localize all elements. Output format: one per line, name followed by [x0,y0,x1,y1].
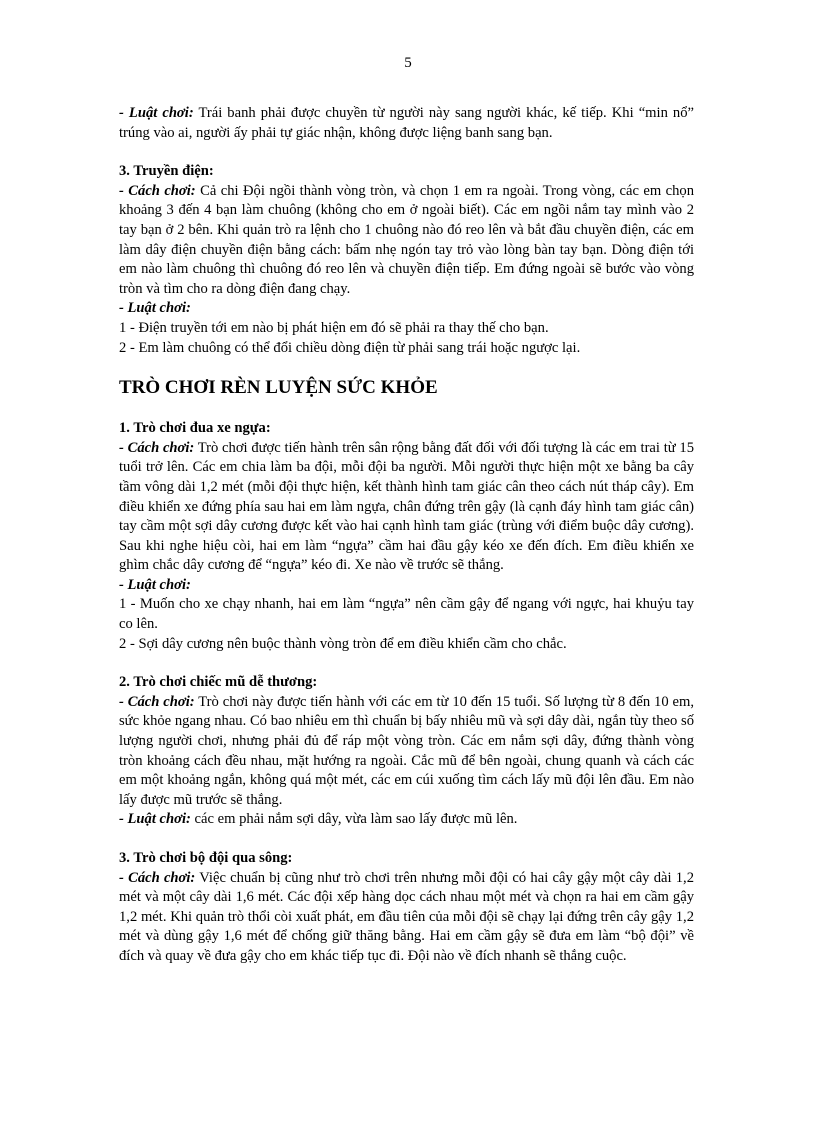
rule-item: 1 - Muốn cho xe chạy nhanh, hai em làm “ngựa” nên cầm gậy để ngang với ngực, hai khuỷu tay co lên. [119,596,694,633]
how-to-play [119,439,694,576]
section-heading: 3. Truyền điện: [119,163,214,180]
how-to-play [119,182,694,300]
rule-paragraph [119,104,694,143]
rule-item: 2 - Sợi dây cương nên buộc thành vòng tròn để em điều khiển cầm cho chắc. [119,635,567,652]
section-heading: 3. Trò chơi bộ đội qua sông: [119,850,293,866]
rule-label: - Luật chơi: [119,811,191,828]
how-label: - Cách chơi: [119,182,196,199]
how-to-play [119,869,694,967]
rule-text: Trái banh phải được chuyền từ người này sang người khác, kế tiếp. Khi “min nổ” trúng vào ai, người ấy phải tự giác nhận, không được liệng banh sang bạn. [119,105,694,141]
page-number: 5 [404,55,412,71]
game-dua-xe-ngua [119,419,694,654]
rule-item: 1 - Điện truyền tới em nào bị phát hiện em đó sẽ phải ra thay thế cho bạn. [119,319,549,336]
section-heading: 1. Trò chơi đua xe ngựa: [119,420,271,437]
rule-label: - Luật chơi: [119,300,191,317]
rule-text: các em phải nắm sợi dây, vừa làm sao lấy được mũ lên. [190,811,518,828]
chapter-title: TRÒ CHƠI RÈN LUYỆN SỨC KHỎE [119,377,438,399]
how-text: Trò chơi này được tiến hành với các em từ 10 đến 15 tuổi. Số lượng từ 8 đến 10 em, sức khỏe ngang nhau. Có bao nhiêu em thì chuẩn bị bấy nhiêu mũ và sợi dây dài, ngắn tùy theo số lượng người chơi, nhưng phải đủ để ráp một vòng tròn. Các em nắm sợi dây, đứng thành vòng tròn khoảng cách đều nhau, mặt hướng ra ngoài. Cắc mũ để bên ngoài, chung quanh và cách các em một khoảng ngắn, không quá một mét, các em cúi xuống tìm cách lấy mũ đội lên đầu. Em nào lấy được mũ trước sẽ thắng. [119,693,694,808]
how-to-play [119,693,694,811]
rule-label: - Luật chơi: [119,576,191,593]
rule-paragraph [119,810,694,830]
section-heading: 2. Trò chơi chiếc mũ dễ thương: [119,674,318,691]
game-bo-doi-qua-song [119,849,694,967]
how-text: Việc chuẩn bị cũng như trò chơi trên nhưng mỗi đội có hai cây gậy một cây dài 1,2 mét và một cây dài 1,6 mét. Các đội xếp hàng dọc cách nhau một mét và chọn ra hai em cầm gậy 1,2 mét. Khi quản trò thổi còi xuất phát, em đầu tiên của mỗi đội sẽ chạy lại đứng trên cây gậy 1,2 mét và dùng gậy 1,6 mét để chống giữ thăng bằng. Hai em cầm gậy sẽ đưa em làm “bộ đội” về đích và quay về đưa gậy cho em khác tiếp tục đi. Đội nào về đích nhanh sẽ thắng cuộc. [119,869,694,964]
how-text: Trò chơi được tiến hành trên sân rộng bằng đất đối với đối tượng là các em trai từ 15 tuổi trở lên. Các em chia làm ba đội, mỗi đội ba người. Mỗi người thực hiện một xe bằng ba cây tầm vông dài 1,2 mét (mỗi đội thực hiện, kết thành hình tam giác cân theo cách nút tháp cây). Em điều khiển xe đứng phía sau hai em làm ngựa, chân đứng trên gậy (là cạnh đáy hình tam giác cân) tay cầm một sợi dây cương được kết vào hai cạnh hình tam giác (trùng với điểm buộc dây cương). Sau khi nghe hiệu còi, hai em làm “ngựa” cầm hai đầu gậy kéo xe đến đích. Em điều khiển xe ghìm chắc dây cương để “ngựa” kéo đi. Xe nào về trước sẽ thắng. [119,439,694,574]
rule-heading [119,299,694,319]
how-label: - Cách chơi: [119,869,196,886]
document-body [119,104,694,967]
how-label: - Cách chơi: [119,693,195,710]
game-chiec-mu [119,673,694,830]
how-label: - Cách chơi: [119,439,195,456]
game-truyen-dien [119,162,694,358]
rule-item: 2 - Em làm chuông có thể đổi chiều dòng điện từ phải sang trái hoặc ngược lại. [119,339,581,356]
how-text: Cả chi Đội ngồi thành vòng tròn, và chọn 1 em ra ngoài. Trong vòng, các em chọn khoảng 3 đến 4 bạn làm chuông (không cho em ở ngoài biết). Các em ngồi nắm tay mình vào 2 tay bạn ở 2 bên. Khi quản trò ra lệnh cho 1 chuông nào đó reo lên và bắt đầu chuyền điện, các em làm dây điện chuyền điện bằng cách: bấm nhẹ ngón tay trỏ vào lòng bàn tay bạn. Dòng điện tới em nào làm chuông thì chuông đó reo lên và chuyền điện tiếp. Em đứng ngoài sẽ bước vào vòng tròn và tìm cho ra dòng điện đang chạy. [119,182,694,297]
rule-heading [119,576,694,596]
rule-label: - Luật chơi: [119,105,194,121]
